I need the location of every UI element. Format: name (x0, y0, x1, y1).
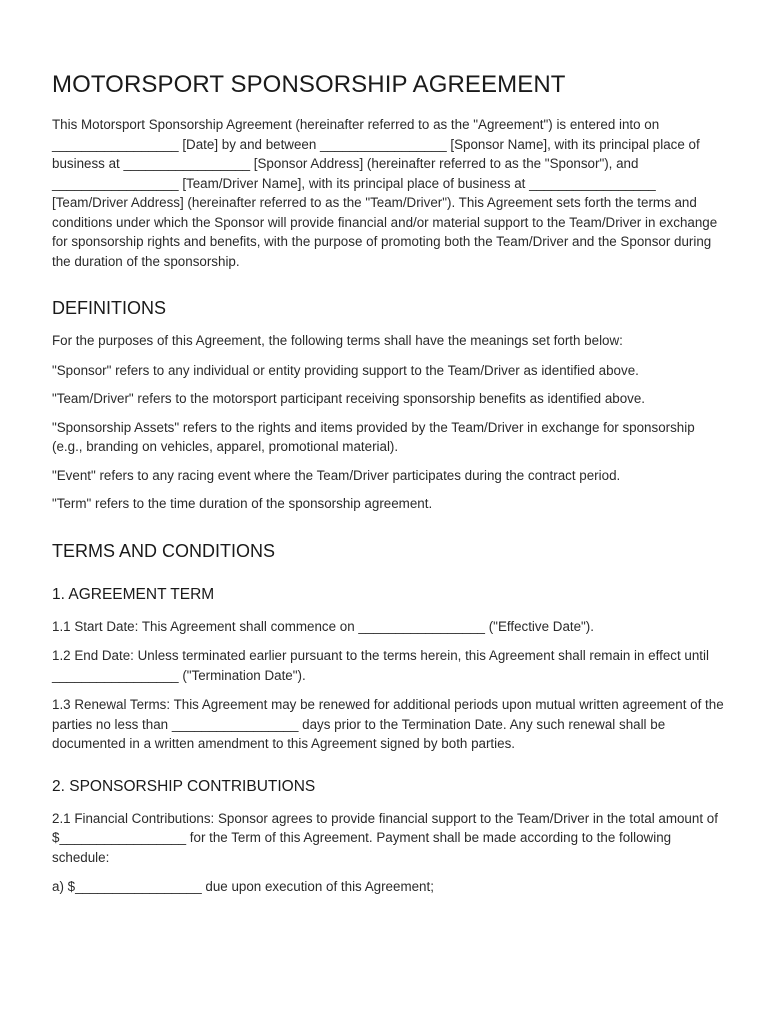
terms-heading: TERMS AND CONDITIONS (52, 540, 276, 561)
clause-2-1: 2.1 Financial Contributions: Sponsor agrees to provide financial support to the Team/Driver in the total amount of $_________________ for the Term of this Agreement. Payment shall be made according to the following schedule: (52, 810, 718, 865)
definition-item: "Term" refers to the time duration of the sponsorship agreement. (52, 496, 433, 511)
clause-2-1-a: a) $_________________ due upon execution of this Agreement; (52, 879, 434, 894)
definitions-lead: For the purposes of this Agreement, the following terms shall have the meanings set forth below: (52, 333, 623, 348)
definition-item: "Sponsorship Assets" refers to the rights and items provided by the Team/Driver in exchange for sponsorship (e.g., branding on vehicles, apparel, promotional material). (52, 419, 695, 454)
definition-item: "Event" refers to any racing event where the Team/Driver participates during the contract period. (52, 467, 621, 483)
document-page (52, 70, 724, 907)
definitions-heading: DEFINITIONS (52, 298, 167, 318)
intro-paragraph: This Motorsport Sponsorship Agreement (hereinafter referred to as the "Agreement") is entered into on _________________ [Date] by and between _________________ [Sponsor Name], with its principal place of business at _________________ [Sponsor Address] (hereinafter referred to as the "Sponsor"), and _________________ [Team/Driver Name], with its principal place of business at _________________ [Team/Driver Address] (hereinafter referred to as the "Team/Driver"). This Agreement sets forth the terms and conditions under which the Sponsor will provide financial and/or material support to the Team/Driver in exchange for sponsorship rights and benefits, with the purpose of promoting both the Team/Driver and the Sponsor during the duration of the sponsorship. (52, 117, 718, 269)
document-title: MOTORSPORT SPONSORSHIP AGREEMENT (52, 71, 566, 98)
clause-1-2: 1.2 End Date: Unless terminated earlier pursuant to the terms herein, this Agreement shall remain in effect until _________________ ("Termination Date"). (52, 648, 709, 683)
clause-1-1: 1.1 Start Date: This Agreement shall commence on _________________ ("Effective Date"). (52, 618, 594, 634)
definition-item: "Sponsor" refers to any individual or entity providing support to the Team/Driver as identified above. (52, 362, 639, 378)
definition-item: "Team/Driver" refers to the motorsport participant receiving sponsorship benefits as identified above. (52, 391, 646, 406)
section-2-heading: 2. SPONSORSHIP CONTRIBUTIONS (52, 777, 316, 795)
section-1-heading: 1. AGREEMENT TERM (52, 585, 215, 603)
clause-1-3: 1.3 Renewal Terms: This Agreement may be renewed for additional periods upon mutual written agreement of the parties no less than _________________ days prior to the Termination Date. Any such renewal shall be documented in a written amendment to this Agreement signed by both parties. (52, 697, 724, 751)
